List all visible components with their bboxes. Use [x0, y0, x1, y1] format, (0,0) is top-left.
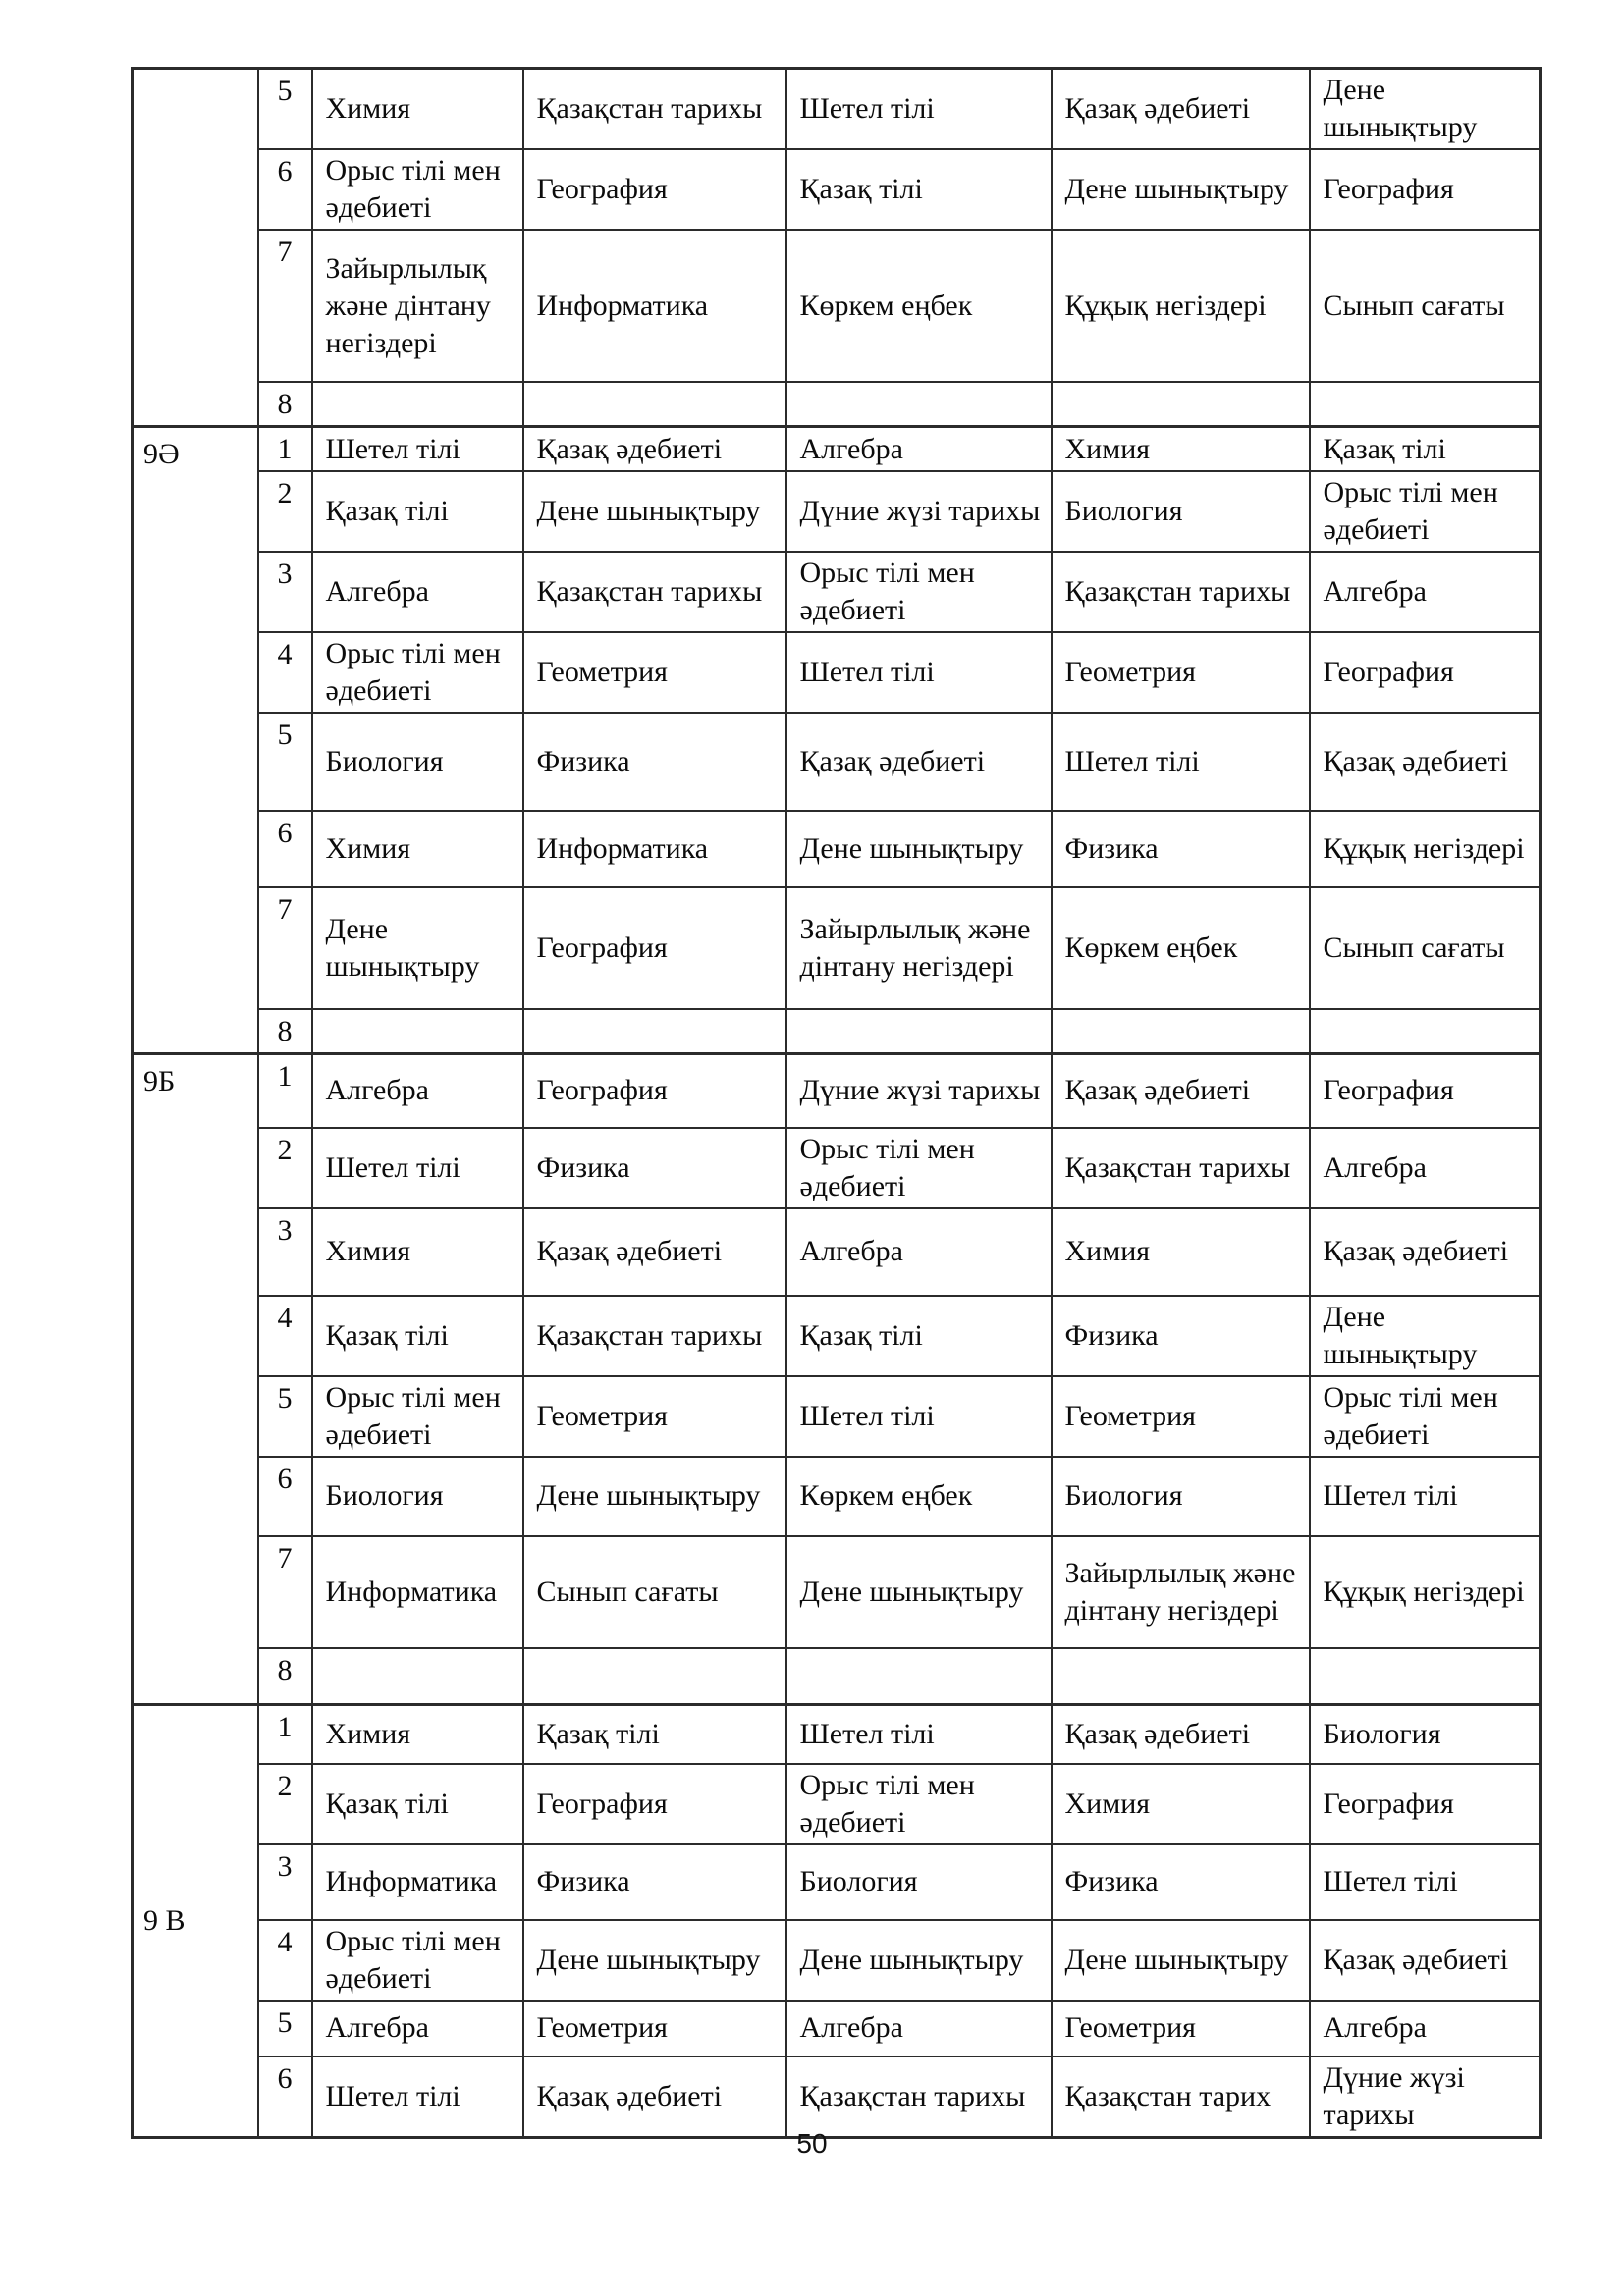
lesson-number-cell: 2	[258, 1128, 312, 1208]
subject-cell: Қазақ тілі	[786, 1296, 1052, 1376]
table-row	[133, 471, 1541, 552]
subject-cell: Алгебра	[786, 427, 1052, 472]
subject-cell: Орыс тілі мен әдебиеті	[1310, 1376, 1541, 1457]
subject-cell: Химия	[1052, 1208, 1310, 1296]
subject-cell: Алгебра	[312, 1054, 523, 1128]
table-row	[133, 552, 1541, 632]
subject-cell: Дене шынықтыру	[1310, 1296, 1541, 1376]
lesson-number-cell: 8	[258, 1009, 312, 1054]
subject-cell: Қазақстан тарихы	[523, 552, 786, 632]
lesson-number-cell: 5	[258, 69, 312, 150]
table-row	[133, 427, 1541, 472]
subject-cell: Биология	[1052, 1457, 1310, 1536]
subject-cell: География	[1310, 149, 1541, 230]
subject-cell: Қазақ әдебиеті	[1052, 69, 1310, 150]
subject-cell: География	[523, 887, 786, 1009]
subject-cell	[1052, 1648, 1310, 1705]
subject-cell: Сынып сағаты	[523, 1536, 786, 1648]
lesson-number-cell: 7	[258, 230, 312, 382]
subject-cell: Шетел тілі	[1052, 713, 1310, 811]
subject-cell: Дене шынықтыру	[523, 1457, 786, 1536]
subject-cell: Биология	[786, 1844, 1052, 1920]
subject-cell: Алгебра	[312, 2001, 523, 2056]
timetable-body	[133, 69, 1541, 2138]
subject-cell: Информатика	[312, 1844, 523, 1920]
subject-cell: Қазақ әдебиеті	[786, 713, 1052, 811]
subject-cell: Зайырлылық және дінтану негіздері	[312, 230, 523, 382]
subject-cell: Сынып сағаты	[1310, 887, 1541, 1009]
subject-cell: Информатика	[312, 1536, 523, 1648]
lesson-number-cell: 6	[258, 811, 312, 887]
subject-cell: Алгебра	[1310, 1128, 1541, 1208]
subject-cell: Дене шынықтыру	[523, 471, 786, 552]
table-row	[133, 887, 1541, 1009]
subject-cell: Геометрия	[523, 2001, 786, 2056]
class-label-cell: 9Б	[133, 1054, 258, 1705]
subject-cell	[786, 1009, 1052, 1054]
table-row	[133, 1208, 1541, 1296]
subject-cell: Шетел тілі	[1310, 1844, 1541, 1920]
lesson-number-cell: 4	[258, 1296, 312, 1376]
subject-cell: География	[1310, 632, 1541, 713]
subject-cell: Қазақ әдебиеті	[523, 1208, 786, 1296]
subject-cell: Дене шынықтыру	[786, 811, 1052, 887]
table-row	[133, 1376, 1541, 1457]
subject-cell: Физика	[523, 713, 786, 811]
subject-cell	[1052, 1009, 1310, 1054]
subject-cell: География	[523, 149, 786, 230]
subject-cell: Қазақ әдебиеті	[523, 2056, 786, 2138]
subject-cell: Қазақ тілі	[312, 1764, 523, 1844]
lesson-number-cell: 2	[258, 1764, 312, 1844]
subject-cell: Құқық негіздері	[1310, 1536, 1541, 1648]
subject-cell: Дене шынықтыру	[312, 887, 523, 1009]
subject-cell	[523, 1648, 786, 1705]
table-row	[133, 230, 1541, 382]
subject-cell: Қазақ тілі	[312, 1296, 523, 1376]
lesson-number-cell: 8	[258, 1648, 312, 1705]
subject-cell: Алгебра	[786, 1208, 1052, 1296]
subject-cell: Алгебра	[786, 2001, 1052, 2056]
table-row	[133, 811, 1541, 887]
subject-cell: География	[523, 1054, 786, 1128]
subject-cell: Қазақ тілі	[523, 1705, 786, 1764]
subject-cell: Қазақ тілі	[1310, 427, 1541, 472]
subject-cell: Химия	[312, 811, 523, 887]
subject-cell: Алгебра	[1310, 2001, 1541, 2056]
subject-cell: Құқық негіздері	[1052, 230, 1310, 382]
subject-cell	[1310, 1009, 1541, 1054]
table-row	[133, 1009, 1541, 1054]
subject-cell: Дене шынықтыру	[786, 1920, 1052, 2001]
subject-cell: География	[1310, 1764, 1541, 1844]
subject-cell: Қазақстан тарихы	[523, 1296, 786, 1376]
subject-cell: Дүние жүзі тарихы	[1310, 2056, 1541, 2138]
subject-cell	[786, 1648, 1052, 1705]
table-row	[133, 1128, 1541, 1208]
subject-cell: Химия	[1052, 1764, 1310, 1844]
subject-cell	[1310, 382, 1541, 427]
table-row	[133, 69, 1541, 150]
subject-cell: Орыс тілі мен әдебиеті	[312, 632, 523, 713]
subject-cell: Қазақ әдебиеті	[1052, 1705, 1310, 1764]
subject-cell: Қазақстан тарихы	[523, 69, 786, 150]
lesson-number-cell: 3	[258, 1844, 312, 1920]
subject-cell: Дене шынықтыру	[1052, 1920, 1310, 2001]
subject-cell: Қазақ әдебиеті	[1052, 1054, 1310, 1128]
table-row	[133, 632, 1541, 713]
subject-cell: Шетел тілі	[786, 69, 1052, 150]
table-row	[133, 382, 1541, 427]
subject-cell: Зайырлылық және дінтану негіздері	[1052, 1536, 1310, 1648]
table-row	[133, 1296, 1541, 1376]
subject-cell: Химия	[1052, 427, 1310, 472]
subject-cell: Шетел тілі	[312, 1128, 523, 1208]
subject-cell: Геометрия	[1052, 2001, 1310, 2056]
table-row	[133, 2056, 1541, 2138]
class-label-cell: 9 В	[133, 1705, 258, 2138]
subject-cell: Шетел тілі	[312, 427, 523, 472]
subject-cell: Геометрия	[1052, 1376, 1310, 1457]
table-row	[133, 1536, 1541, 1648]
subject-cell: Қазақстан тарихы	[786, 2056, 1052, 2138]
lesson-number-cell: 6	[258, 1457, 312, 1536]
lesson-number-cell: 1	[258, 427, 312, 472]
table-row	[133, 713, 1541, 811]
subject-cell: Орыс тілі мен әдебиеті	[1310, 471, 1541, 552]
subject-cell: Орыс тілі мен әдебиеті	[786, 1764, 1052, 1844]
subject-cell: Қазақстан тарихы	[1052, 1128, 1310, 1208]
subject-cell	[786, 382, 1052, 427]
subject-cell: Қазақ әдебиеті	[1310, 1920, 1541, 2001]
lesson-number-cell: 1	[258, 1705, 312, 1764]
subject-cell: Көркем еңбек	[786, 230, 1052, 382]
subject-cell: Биология	[1052, 471, 1310, 552]
class-timetable	[131, 67, 1542, 2139]
lesson-number-cell: 4	[258, 1920, 312, 2001]
subject-cell: Химия	[312, 1705, 523, 1764]
lesson-number-cell: 6	[258, 149, 312, 230]
subject-cell	[523, 1009, 786, 1054]
subject-cell: Шетел тілі	[786, 1376, 1052, 1457]
subject-cell: Көркем еңбек	[1052, 887, 1310, 1009]
subject-cell: География	[523, 1764, 786, 1844]
lesson-number-cell: 3	[258, 1208, 312, 1296]
lesson-number-cell: 5	[258, 1376, 312, 1457]
subject-cell	[312, 1009, 523, 1054]
subject-cell: Алгебра	[1310, 552, 1541, 632]
subject-cell	[523, 382, 786, 427]
subject-cell: Биология	[1310, 1705, 1541, 1764]
lesson-number-cell: 1	[258, 1054, 312, 1128]
subject-cell: Шетел тілі	[312, 2056, 523, 2138]
subject-cell	[312, 382, 523, 427]
subject-cell: Құқық негіздері	[1310, 811, 1541, 887]
subject-cell	[312, 1648, 523, 1705]
subject-cell: Орыс тілі мен әдебиеті	[312, 1376, 523, 1457]
subject-cell: Қазақ тілі	[312, 471, 523, 552]
table-row	[133, 149, 1541, 230]
lesson-number-cell: 5	[258, 713, 312, 811]
subject-cell: Физика	[1052, 1844, 1310, 1920]
subject-cell: Геометрия	[1052, 632, 1310, 713]
table-row	[133, 1920, 1541, 2001]
table-row	[133, 1648, 1541, 1705]
subject-cell: Геометрия	[523, 632, 786, 713]
lesson-number-cell: 4	[258, 632, 312, 713]
table-row	[133, 1457, 1541, 1536]
subject-cell: Физика	[523, 1844, 786, 1920]
subject-cell: Геометрия	[523, 1376, 786, 1457]
lesson-number-cell: 6	[258, 2056, 312, 2138]
lesson-number-cell: 7	[258, 1536, 312, 1648]
subject-cell: Қазақ әдебиеті	[523, 427, 786, 472]
subject-cell: Физика	[523, 1128, 786, 1208]
subject-cell: Сынып сағаты	[1310, 230, 1541, 382]
subject-cell: Дене шынықтыру	[523, 1920, 786, 2001]
lesson-number-cell: 2	[258, 471, 312, 552]
subject-cell: Химия	[312, 69, 523, 150]
page-number: 50	[796, 2128, 828, 2159]
subject-cell: Көркем еңбек	[786, 1457, 1052, 1536]
subject-cell: Биология	[312, 1457, 523, 1536]
subject-cell: Орыс тілі мен әдебиеті	[312, 1920, 523, 2001]
subject-cell: Физика	[1052, 811, 1310, 887]
subject-cell: Дене шынықтыру	[1310, 69, 1541, 150]
subject-cell: Қазақ тілі	[786, 149, 1052, 230]
subject-cell: Қазақ әдебиеті	[1310, 1208, 1541, 1296]
subject-cell: Қазақстан тарих	[1052, 2056, 1310, 2138]
subject-cell: Орыс тілі мен әдебиеті	[786, 1128, 1052, 1208]
subject-cell: Орыс тілі мен әдебиеті	[786, 552, 1052, 632]
lesson-number-cell: 5	[258, 2001, 312, 2056]
lesson-number-cell: 8	[258, 382, 312, 427]
subject-cell: География	[1310, 1054, 1541, 1128]
subject-cell	[1310, 1648, 1541, 1705]
subject-cell	[1052, 382, 1310, 427]
subject-cell: Зайырлылық және дінтану негіздері	[786, 887, 1052, 1009]
lesson-number-cell: 7	[258, 887, 312, 1009]
subject-cell: Дүние жүзі тарихы	[786, 1054, 1052, 1128]
subject-cell: Физика	[1052, 1296, 1310, 1376]
subject-cell: Шетел тілі	[1310, 1457, 1541, 1536]
subject-cell: Дене шынықтыру	[1052, 149, 1310, 230]
class-label-cell	[133, 69, 258, 427]
subject-cell: Шетел тілі	[786, 632, 1052, 713]
table-row	[133, 1054, 1541, 1128]
subject-cell: Шетел тілі	[786, 1705, 1052, 1764]
subject-cell: Информатика	[523, 811, 786, 887]
subject-cell: Қазақстан тарихы	[1052, 552, 1310, 632]
subject-cell: Дүние жүзі тарихы	[786, 471, 1052, 552]
subject-cell: Қазақ әдебиеті	[1310, 713, 1541, 811]
subject-cell: Химия	[312, 1208, 523, 1296]
subject-cell: Дене шынықтыру	[786, 1536, 1052, 1648]
table-row	[133, 1764, 1541, 1844]
subject-cell: Алгебра	[312, 552, 523, 632]
subject-cell: Биология	[312, 713, 523, 811]
subject-cell: Информатика	[523, 230, 786, 382]
class-label-cell: 9Ә	[133, 427, 258, 1054]
lesson-number-cell: 3	[258, 552, 312, 632]
table-row	[133, 1705, 1541, 1764]
table-row	[133, 2001, 1541, 2056]
subject-cell: Орыс тілі мен әдебиеті	[312, 149, 523, 230]
table-row	[133, 1844, 1541, 1920]
